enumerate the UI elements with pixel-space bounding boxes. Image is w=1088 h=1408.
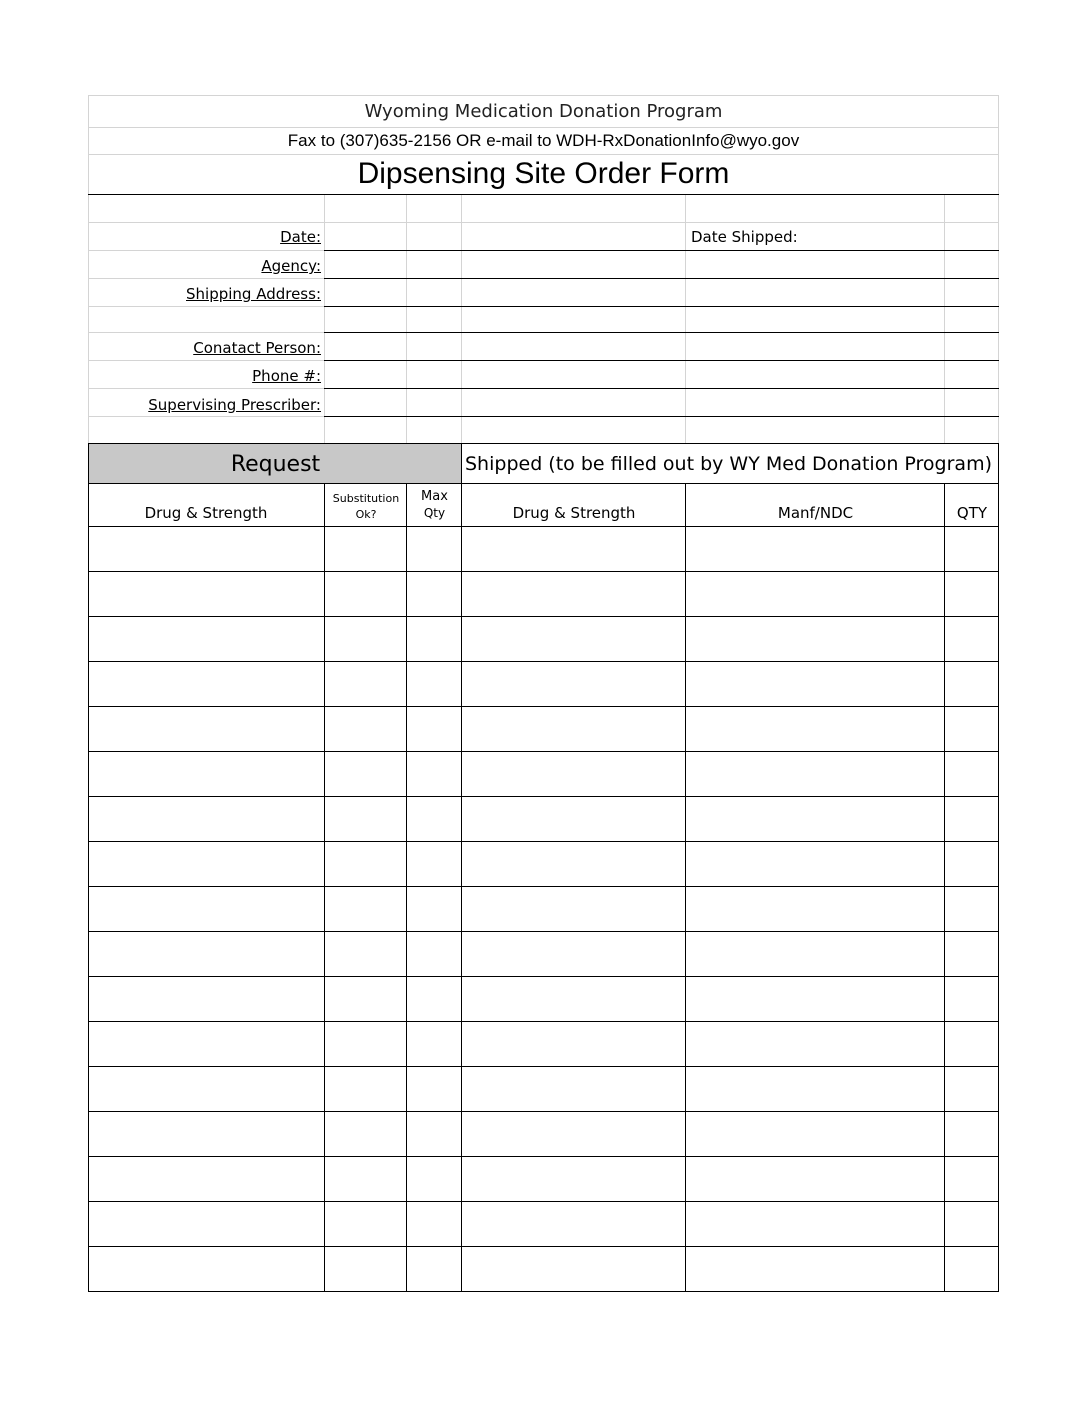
req-drug-strength-cell[interactable] <box>89 887 324 931</box>
max-qty-cell[interactable] <box>407 1112 461 1156</box>
req-drug-strength-cell[interactable] <box>89 617 324 661</box>
manf-ndc-cell[interactable] <box>686 662 944 706</box>
qty-cell[interactable] <box>945 1112 998 1156</box>
max-qty-cell[interactable] <box>407 1067 461 1111</box>
max-qty-cell[interactable] <box>407 887 461 931</box>
req-drug-strength-cell[interactable] <box>89 842 324 886</box>
max-qty-cell[interactable] <box>407 1202 461 1246</box>
substitution-ok-cell[interactable] <box>325 752 406 796</box>
col-drug-strength-shipped: Drug & Strength <box>512 504 636 522</box>
manf-ndc-cell[interactable] <box>686 527 944 571</box>
col-substitution-line1: Substitution <box>332 492 400 505</box>
col-manf-ndc: Manf/NDC <box>777 504 854 522</box>
qty-cell[interactable] <box>945 1022 998 1066</box>
qty-cell[interactable] <box>945 617 998 661</box>
date-label: Date: <box>280 228 321 246</box>
manf-ndc-cell[interactable] <box>686 797 944 841</box>
qty-cell[interactable] <box>945 1247 998 1291</box>
manf-ndc-cell[interactable] <box>686 977 944 1021</box>
grid-hline <box>324 360 999 361</box>
supervising-prescriber-label: Supervising Prescriber: <box>148 396 321 414</box>
shipped-drug-strength-cell[interactable] <box>462 1067 685 1111</box>
contact-person-input[interactable] <box>325 334 999 360</box>
agency-label: Agency: <box>261 257 321 275</box>
form-title: Dipsensing Site Order Form <box>357 157 730 190</box>
substitution-ok-cell[interactable] <box>325 797 406 841</box>
grid-hline <box>88 388 324 389</box>
col-max-qty <box>407 488 462 522</box>
manf-ndc-cell[interactable] <box>686 1202 944 1246</box>
substitution-ok-cell[interactable] <box>325 1112 406 1156</box>
manf-ndc-cell[interactable] <box>686 1112 944 1156</box>
col-substitution-line2: Ok? <box>355 508 377 521</box>
manf-ndc-cell[interactable] <box>686 887 944 931</box>
grid-hline <box>88 306 324 307</box>
manf-ndc-cell[interactable] <box>686 1067 944 1111</box>
grid-hline <box>88 250 324 251</box>
req-drug-strength-cell[interactable] <box>89 797 324 841</box>
grid-hline <box>88 194 999 195</box>
qty-cell[interactable] <box>945 887 998 931</box>
shipped-drug-strength-cell[interactable] <box>462 797 685 841</box>
substitution-ok-cell[interactable] <box>325 1202 406 1246</box>
substitution-ok-cell[interactable] <box>325 932 406 976</box>
shipped-drug-strength-cell[interactable] <box>462 932 685 976</box>
qty-cell[interactable] <box>945 527 998 571</box>
substitution-ok-cell[interactable] <box>325 887 406 931</box>
grid-hline <box>88 332 324 333</box>
qty-cell[interactable] <box>945 707 998 751</box>
shipped-drug-strength-cell[interactable] <box>462 707 685 751</box>
supervising-prescriber-input[interactable] <box>325 391 999 417</box>
req-drug-strength-cell[interactable] <box>89 752 324 796</box>
req-drug-strength-cell[interactable] <box>89 572 324 616</box>
qty-cell[interactable] <box>945 1202 998 1246</box>
qty-cell[interactable] <box>945 572 998 616</box>
req-drug-strength-cell[interactable] <box>89 1067 324 1111</box>
grid-vline <box>406 195 407 444</box>
shipping-address-input-line2[interactable] <box>325 307 999 332</box>
manf-ndc-cell[interactable] <box>686 1022 944 1066</box>
max-qty-cell[interactable] <box>407 977 461 1021</box>
contact-person-label: Conatact Person: <box>193 339 321 357</box>
shipped-drug-strength-cell[interactable] <box>462 1247 685 1291</box>
max-qty-cell[interactable] <box>407 527 461 571</box>
contact-line: Fax to (307)635-2156 OR e-mail to WDH-RxDonationInfo@wyo.gov <box>287 131 800 150</box>
req-drug-strength-cell[interactable] <box>89 977 324 1021</box>
grid-hline <box>88 416 324 417</box>
shipped-drug-strength-cell[interactable] <box>462 1112 685 1156</box>
max-qty-cell[interactable] <box>407 752 461 796</box>
substitution-ok-cell[interactable] <box>325 527 406 571</box>
substitution-ok-cell[interactable] <box>325 1067 406 1111</box>
col-drug-strength-request: Drug & Strength <box>144 504 268 522</box>
shipped-drug-strength-cell[interactable] <box>462 1202 685 1246</box>
max-qty-cell[interactable] <box>407 617 461 661</box>
substitution-ok-cell[interactable] <box>325 707 406 751</box>
manf-ndc-cell[interactable] <box>686 707 944 751</box>
substitution-ok-cell[interactable] <box>325 842 406 886</box>
req-drug-strength-cell[interactable] <box>89 1112 324 1156</box>
manf-ndc-cell[interactable] <box>686 572 944 616</box>
shipped-drug-strength-cell[interactable] <box>462 1022 685 1066</box>
grid-hline <box>88 483 999 484</box>
shipped-drug-strength-cell[interactable] <box>462 887 685 931</box>
agency-input[interactable] <box>325 252 999 278</box>
req-drug-strength-cell[interactable] <box>89 932 324 976</box>
manf-ndc-cell[interactable] <box>686 752 944 796</box>
grid-hline <box>324 250 999 251</box>
grid-hline <box>88 1291 999 1292</box>
grid-hline <box>324 306 999 307</box>
qty-cell[interactable] <box>945 842 998 886</box>
substitution-ok-cell[interactable] <box>325 662 406 706</box>
max-qty-cell[interactable] <box>407 1247 461 1291</box>
shipped-drug-strength-cell[interactable] <box>462 527 685 571</box>
shipped-drug-strength-cell[interactable] <box>462 842 685 886</box>
substitution-ok-cell[interactable] <box>325 617 406 661</box>
col-qty: QTY <box>956 504 988 522</box>
shipped-drug-strength-cell[interactable] <box>462 752 685 796</box>
substitution-ok-cell[interactable] <box>325 572 406 616</box>
substitution-ok-cell[interactable] <box>325 1157 406 1201</box>
date-shipped-input[interactable] <box>798 223 999 249</box>
max-qty-cell[interactable] <box>407 1157 461 1201</box>
grid-hline <box>324 278 999 279</box>
grid-vline <box>461 195 462 444</box>
shipped-drug-strength-cell[interactable] <box>462 977 685 1021</box>
date-input[interactable] <box>325 223 684 249</box>
req-drug-strength-cell[interactable] <box>89 1157 324 1201</box>
grid-hline <box>88 154 999 155</box>
req-drug-strength-cell[interactable] <box>89 527 324 571</box>
qty-cell[interactable] <box>945 797 998 841</box>
shipped-drug-strength-cell[interactable] <box>462 662 685 706</box>
qty-cell[interactable] <box>945 977 998 1021</box>
grid-vline <box>998 95 999 444</box>
req-drug-strength-cell[interactable] <box>89 1202 324 1246</box>
grid-vline <box>944 195 945 444</box>
shipped-drug-strength-cell[interactable] <box>462 572 685 616</box>
max-qty-cell[interactable] <box>407 572 461 616</box>
max-qty-cell[interactable] <box>407 797 461 841</box>
shipping-address-label: Shipping Address: <box>186 285 321 303</box>
grid-hline <box>324 388 999 389</box>
col-substitution <box>325 491 407 523</box>
grid-hline <box>324 416 999 417</box>
grid-vline <box>685 195 686 444</box>
manf-ndc-cell[interactable] <box>686 1157 944 1201</box>
col-max-line2: Qty <box>423 506 446 520</box>
grid-hline <box>88 278 324 279</box>
shipped-header: Shipped (to be filled out by WY Med Donation Program) <box>465 453 992 475</box>
grid-hline <box>88 127 999 128</box>
phone-input[interactable] <box>325 362 999 388</box>
grid-hline <box>324 332 999 333</box>
max-qty-cell[interactable] <box>407 932 461 976</box>
program-title: Wyoming Medication Donation Program <box>364 101 723 122</box>
max-qty-cell[interactable] <box>407 662 461 706</box>
substitution-ok-cell[interactable] <box>325 1022 406 1066</box>
manf-ndc-cell[interactable] <box>686 932 944 976</box>
request-header: Request <box>89 444 462 483</box>
req-drug-strength-cell[interactable] <box>89 1022 324 1066</box>
qty-cell[interactable] <box>945 1067 998 1111</box>
substitution-ok-cell[interactable] <box>325 1247 406 1291</box>
req-drug-strength-cell[interactable] <box>89 662 324 706</box>
shipped-drug-strength-cell[interactable] <box>462 1157 685 1201</box>
req-drug-strength-cell[interactable] <box>89 707 324 751</box>
manf-ndc-cell[interactable] <box>686 617 944 661</box>
col-max-line1: Max <box>421 489 448 504</box>
qty-cell[interactable] <box>945 752 998 796</box>
grid-hline <box>88 360 324 361</box>
req-drug-strength-cell[interactable] <box>89 1247 324 1291</box>
substitution-ok-cell[interactable] <box>325 977 406 1021</box>
qty-cell[interactable] <box>945 932 998 976</box>
shipped-drug-strength-cell[interactable] <box>462 617 685 661</box>
manf-ndc-cell[interactable] <box>686 1247 944 1291</box>
grid-hline <box>88 95 999 96</box>
grid-hline <box>324 222 999 223</box>
max-qty-cell[interactable] <box>407 707 461 751</box>
phone-label: Phone #: <box>252 367 321 385</box>
qty-cell[interactable] <box>945 662 998 706</box>
qty-cell[interactable] <box>945 1157 998 1201</box>
manf-ndc-cell[interactable] <box>686 842 944 886</box>
order-form-sheet <box>88 95 999 1293</box>
max-qty-cell[interactable] <box>407 842 461 886</box>
max-qty-cell[interactable] <box>407 1022 461 1066</box>
grid-vline <box>88 95 89 444</box>
date-shipped-label: Date Shipped: <box>691 228 798 246</box>
grid-vline <box>324 195 325 444</box>
grid-hline <box>88 443 999 444</box>
shipping-address-input[interactable] <box>325 280 999 306</box>
grid-vline <box>998 443 999 1292</box>
